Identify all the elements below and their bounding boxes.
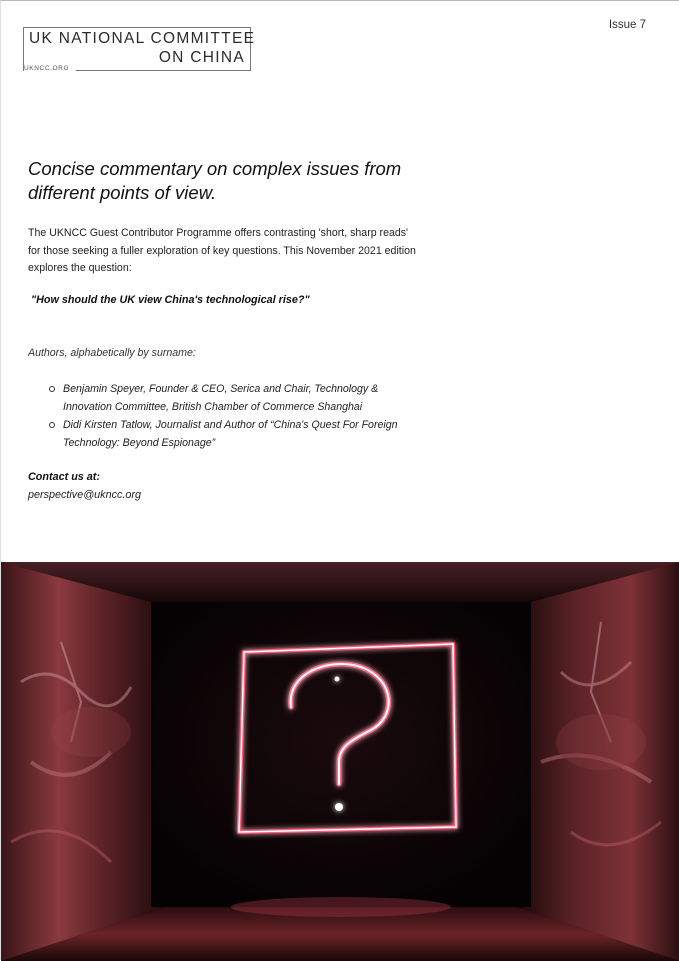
- list-item: [49, 416, 469, 452]
- contact-label: Contact us at:: [28, 471, 100, 483]
- author-line2: Innovation Committee, British Chamber of Commerce Shanghai: [63, 401, 363, 413]
- ukncc-logo: [23, 27, 256, 72]
- issue-number: Issue 7: [608, 19, 646, 31]
- authors-heading: Authors, alphabetically by surname:: [28, 347, 196, 359]
- cover-photo: [1, 562, 679, 961]
- intro-line1: The UKNCC Guest Contributor Programme offers contrasting 'short, sharp reads': [28, 227, 409, 239]
- contact-email-link[interactable]: perspective@ukncc.org: [28, 489, 141, 501]
- author-line2: Technology: Beyond Espionage”: [63, 437, 216, 449]
- author-line1: Didi Kirsten Tatlow, Journalist and Author of “China's Quest For Foreign: [63, 419, 398, 431]
- intro-line3: explores the question:: [28, 262, 132, 274]
- logo-url: UKNCC.ORG: [24, 65, 70, 72]
- edition-question: "How should the UK view China's technological rise?": [31, 294, 310, 306]
- tagline-line1: Concise commentary on complex issues from: [28, 158, 402, 179]
- logo-text-line2: ON CHINA: [158, 49, 245, 66]
- logo-underline: [76, 70, 251, 71]
- list-item: [49, 380, 469, 416]
- tagline-heading: [28, 157, 428, 205]
- authors-list: [49, 380, 469, 452]
- tunnel-left-wall: [1, 562, 166, 961]
- tagline-line2: different points of view.: [28, 182, 217, 203]
- logo-text-line1: UK NATIONAL COMMITTEE: [29, 30, 256, 47]
- circle-bullet-icon: [49, 386, 55, 392]
- author-line1: Benjamin Speyer, Founder & CEO, Serica and Chair, Technology &: [63, 383, 379, 395]
- floor-reflection: [231, 897, 451, 917]
- intro-paragraph: [28, 225, 458, 278]
- intro-line2: for those seeking a fuller exploration of key questions. This November 2021 edition: [28, 244, 416, 257]
- circle-bullet-icon: [49, 422, 55, 428]
